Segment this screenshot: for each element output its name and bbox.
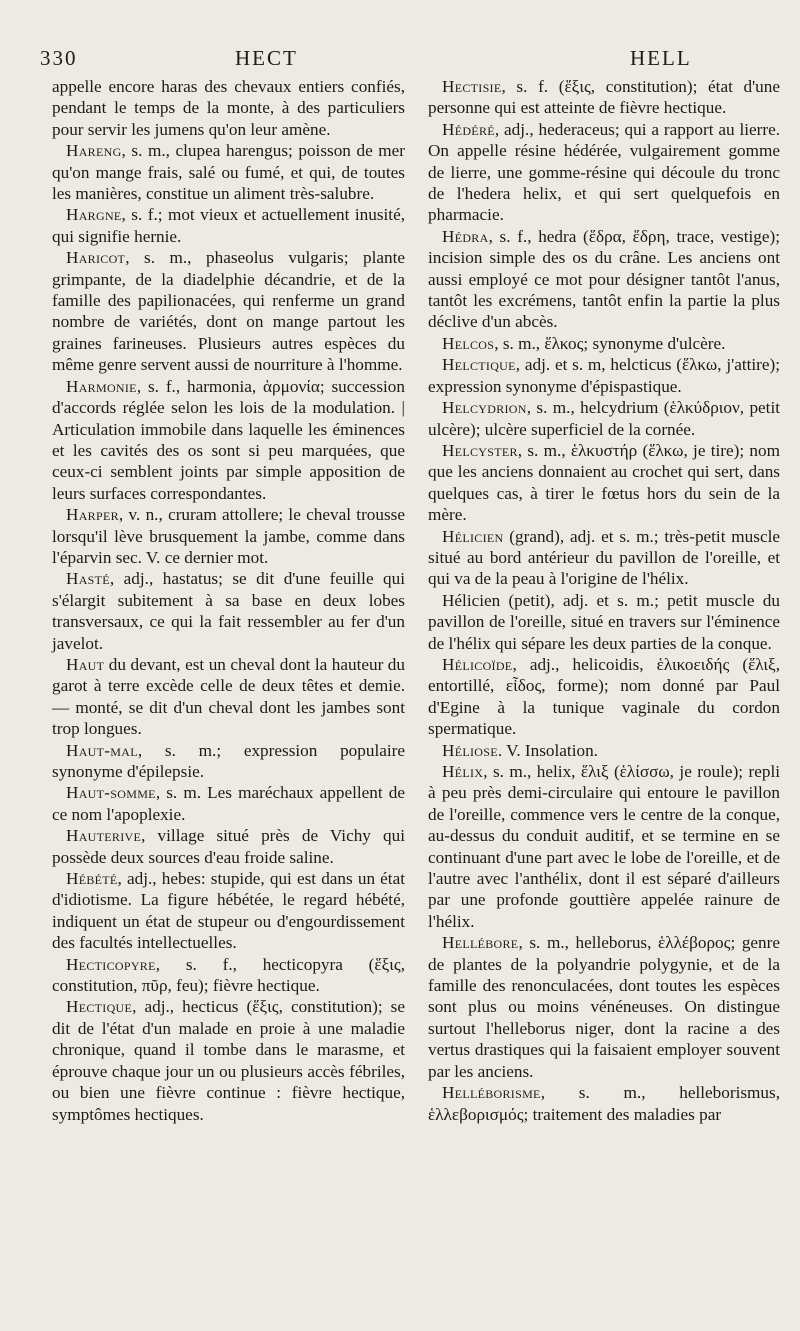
entry-headword: Hareng [66, 141, 122, 161]
dictionary-entry [428, 590, 780, 654]
entry-headword: Harmonie [66, 376, 137, 396]
dictionary-entry [428, 654, 780, 740]
entry-headword: Haricot [66, 248, 126, 268]
dictionary-entry [52, 204, 405, 247]
entry-headword: Hédra [442, 226, 489, 246]
dictionary-entry [52, 868, 405, 954]
entry-headword: Héliose [442, 740, 498, 760]
left-column [52, 76, 405, 1125]
dictionary-entry [428, 526, 780, 590]
entry-definition: , s. m., helix, ἕλιξ (ἑλίσσω, je roule); repli à peu près demi-circulaire qui entoure le pavillon de l'oreille, commence vers le centre de la conque, au-dessus du conduit auditif, et se termine en se continuant d'une part avec le lobe de l'oreille, et de l'autre avec l'anthélix, dont il est séparé d'ailleurs par une profonde gouttière appelée rainure de l'hélix. [428, 762, 780, 931]
entry-definition: , s. f. (ἕξις, constitution); état d'une personne qui est atteinte de fièvre hectique. [428, 77, 780, 118]
dictionary-entry [52, 504, 405, 568]
entry-headword: Hébété [66, 869, 118, 889]
right-column [428, 76, 780, 1125]
entry-definition: du devant, est un cheval dont la hauteur du garot à terre excède celle de deux têtes et demie. — monté, se dit d'un cheval dont les jambes sont trop longues. [52, 654, 405, 739]
entry-definition: Hélicien (petit), adj. et s. m.; petit muscle du pavillon de l'oreille, situé en travers sur l'éminence de l'hélix qui sépare les deux parties de la conque. [428, 590, 780, 653]
dictionary-entry [428, 397, 780, 440]
entry-headword: Hélix [442, 762, 484, 781]
entry-definition: , s. m., clupea harengus; poisson de mer qu'on mange frais, salé ou fumé, et qui, de toutes les manières, constitue un aliment très-salubre. [52, 141, 405, 204]
dictionary-entry [428, 740, 780, 761]
entry-definition: , s. m., helleborismus, ἑλλεβορισμός; traitement des maladies par [428, 1083, 780, 1124]
entry-definition: , s. m., phaseolus vulgaris; plante grimpante, de la diadelphie décandrie, et de la famille des papilionacées, qui renferme un grand nombre de variétés, dont on mange partout les graines farineuses. Plusieurs autres espèces du même genre servent aussi de nourriture à l'homme. [52, 248, 405, 375]
entry-definition: , v. n., cruram attollere; le cheval trousse lorsqu'il lève brusquement la jambe, comme dans l'éparvin sec. V. ce dernier mot. [52, 505, 405, 567]
entry-headword: Hargne [66, 205, 122, 225]
entry-definition: , s. m.; expression populaire synonyme d'épilepsie. [52, 740, 405, 781]
dictionary-entry [52, 740, 405, 783]
entry-headword: Haut-somme [66, 783, 156, 803]
dictionary-entry [52, 568, 405, 654]
dictionary-entry [428, 76, 780, 119]
entry-headword: Helctique [442, 355, 516, 375]
entry-headword: Hélicien [442, 526, 504, 546]
dictionary-entry [52, 140, 405, 204]
entry-definition: , s. m. Les maréchaux appellent de ce nom l'apoplexie. [52, 783, 405, 824]
dictionary-entry [428, 761, 780, 932]
entry-headword: Haut-mal [66, 740, 138, 760]
entry-definition: . V. Insolation. [497, 740, 598, 760]
dictionary-entry [428, 226, 780, 333]
page-header [40, 46, 770, 72]
entry-headword: Hasté [66, 569, 110, 589]
entry-headword: Hellébore [442, 933, 519, 953]
entry-definition: , s. f., hedra (ἕδρα, ἕδρη, trace, vestige); incision simple des os du crâne. Les anciens ont aussi employé ce mot pour désigner tantôt l'anus, tantôt les excrémens, tantôt enfin la partie la plus déclive d'un abcès. [428, 226, 780, 332]
entry-definition: , s. m., ἑλκυστήρ (ἕλκω, je tire); nom que les anciens donnaient au crochet qui sert, dans quelques cas, à tirer le fœtus hors du sein de la mère. [428, 440, 780, 525]
entry-headword: Hectisie [442, 77, 502, 96]
dictionary-entry [52, 247, 405, 375]
entry-headword: Helcyster [442, 440, 518, 460]
entry-headword: Harper [66, 505, 119, 525]
dictionary-entry [52, 376, 405, 504]
entry-definition: , s. f.; mot vieux et actuellement inusité, qui signifie hernie. [52, 205, 405, 246]
entry-definition: (grand), adj. et s. m.; très-petit muscle situé au bord antérieur du pavillon de l'oreille, et qui va de la peau à l'origine de l'hélix. [428, 526, 780, 589]
dictionary-entry [52, 954, 405, 997]
dictionary-entry [428, 333, 780, 354]
dictionary-entry [428, 932, 780, 1082]
entry-headword: Helcos [442, 333, 495, 353]
dictionary-entry [52, 654, 405, 740]
entry-definition: , s. m., ἕλκος; synonyme d'ulcère. [494, 333, 726, 353]
entry-definition: , village situé près de Vichy qui possède deux sources d'eau froide saline. [52, 826, 405, 867]
running-head-left: HECT [235, 46, 298, 70]
dictionary-entry [52, 825, 405, 868]
entry-headword: Helléborisme [442, 1083, 541, 1103]
entry-definition: , adj., helicoidis, ἑλικοειδής (ἕλιξ, entortillé, εἶδος, forme); nom donné par Paul d'Egine à la tunique vaginale du cordon spermatique. [428, 654, 780, 739]
entry-definition: , s. f., hecticopyra (ἕξις, constitution, πῦρ, feu); fièvre hectique. [52, 954, 405, 996]
entry-definition: , adj. et s. m, helcticus (ἕλκω, j'attire); expression synonyme d'épispastique. [428, 355, 780, 396]
dictionary-entry [52, 76, 405, 140]
dictionary-entry [428, 440, 780, 526]
entry-headword: Hectique [66, 997, 133, 1017]
entry-definition: , adj., hebes: stupide, qui est dans un état d'idiotisme. La figure hébétée, le regard hébété, indiquent un état de stupeur ou d'engourdissement des facultés intellectuelles. [52, 869, 405, 953]
entry-definition: , s. m., helcydrium (ἑλκύδριον, petit ulcère); ulcère superficiel de la cornée. [428, 398, 780, 439]
dictionary-entry [428, 354, 780, 397]
dictionary-entry [52, 996, 405, 1124]
dictionary-entry [428, 119, 780, 226]
page-number: 330 [40, 46, 78, 70]
entry-headword: Hecticopyre [66, 954, 156, 974]
entry-definition: , s. f., harmonia, ἁρμονία; succession d'accords réglée selon les lois de la modulation. | Articulation immobile dans laquelle les éminences et les cavités des os sont si peu marquées, que ceux-ci semblent joints par simple apposition de leurs surfaces correspondantes. [52, 376, 405, 503]
running-head-right: HELL [630, 46, 692, 70]
entry-definition: appelle encore haras des chevaux entiers confiés, pendant le temps de la monte, à des particuliers pour servir les jumens qu'on leur amène. [52, 77, 405, 139]
entry-definition: , adj., hederaceus; qui a rapport au lierre. On appelle résine hédérée, vulgairement gomme de lierre, une gomme-résine qui découle du tronc de l'hedera helix, et qui sert quelquefois en pharmacie. [428, 119, 780, 225]
entry-definition: , s. m., helleborus, ἑλλέβορος; genre de plantes de la polyandrie polygynie, et de la famille des renonculacées, dont toutes les espèces sont plus ou moins vénéneuses. On distingue surtout l'helleborus niger, dont la racine a des vertus drastiques qui la faisaient employer souvent par les anciens. [428, 933, 780, 1081]
entry-headword: Hélicoïde [442, 654, 513, 674]
dictionary-entry [428, 1082, 780, 1125]
entry-definition: , adj., hecticus (ἕξις, constitution); se dit de l'état d'un malade en proie à une maladie chronique, quand il tombe dans le marasme, et éprouve chaque jour un ou plusieurs accès fébriles, ou bien une fièvre continue : fièvre hectique, symptômes hectiques. [52, 997, 405, 1124]
entry-headword: Hédéré [442, 119, 495, 139]
entry-definition: , adj., hastatus; se dit d'une feuille qui s'élargit subitement à sa base en deux lobes transversaux, ce qui la fait ressembler au fer d'un javelot. [52, 569, 405, 653]
entry-headword: Hauterive [66, 826, 142, 846]
entry-headword: Helcydrion [442, 398, 527, 418]
dictionary-entry [52, 782, 405, 825]
entry-headword: Haut [66, 654, 105, 674]
